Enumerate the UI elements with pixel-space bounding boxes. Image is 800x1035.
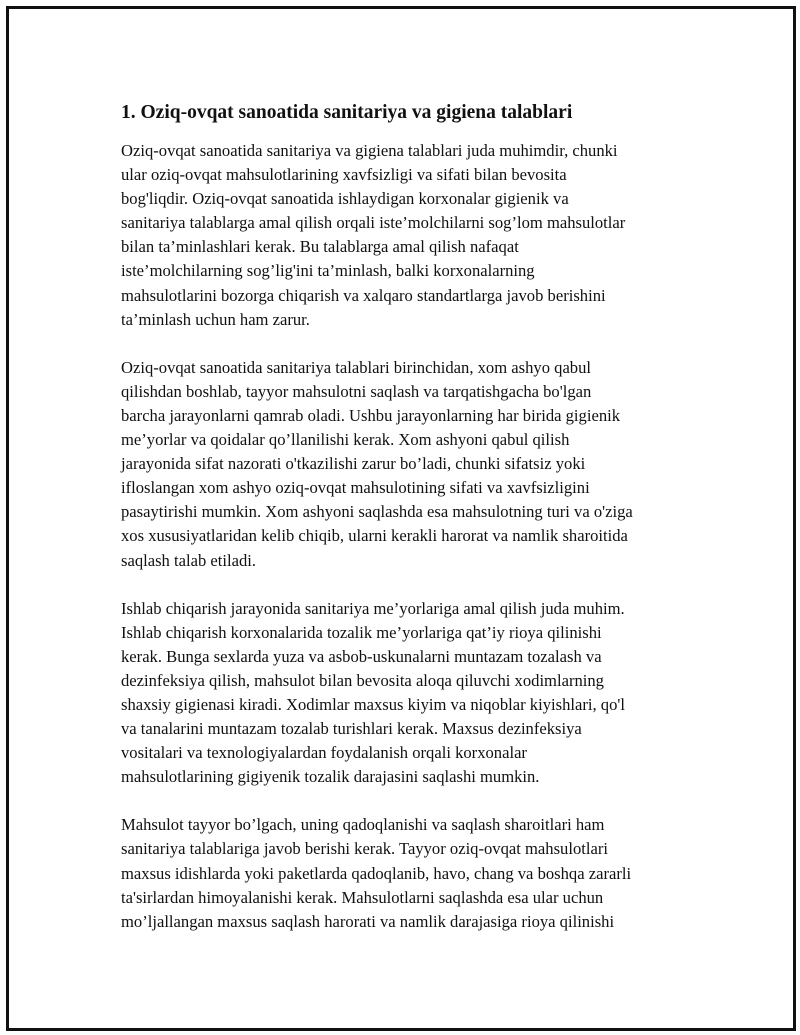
text-line: mahsulotlarini bozorga chiqarish va xalqaro standartlarga javob berishini (121, 285, 606, 305)
text-line: ta'sirlardan himoyalanishi kerak. Mahsulotlarni saqlashda esa ular uchun (121, 887, 604, 907)
text-line: me’yorlar va qoidalar qo’llanilishi kerak. Xom ashyoni qabul qilish (121, 430, 570, 450)
text-line: ta’minlash uchun ham zarur. (121, 309, 310, 329)
text-line: maxsus idishlarda yoki paketlarda qadoqlanib, havo, chang va boshqa zararli (121, 863, 632, 883)
text-line: ular oziq-ovqat mahsulotlarining xavfsizligi va sifati bilan bevosita (121, 165, 567, 185)
text-line: Ishlab chiqarish korxonalarida tozalik me’yorlariga qat’iy rioya qilinishi (121, 622, 602, 642)
text-line: Oziq-ovqat sanoatida sanitariya talablari birinchidan, xom ashyo qabul (121, 357, 592, 377)
text-line: iste’molchilarning sog’lig'ini ta’minlash, balki korxonalarning (121, 261, 535, 281)
text-line: dezinfeksiya qilish, mahsulot bilan bevosita aloqa qiluvchi xodimlarning (121, 670, 604, 690)
text-line: mahsulotlarining gigiyenik tozalik darajasini saqlashi mumkin. (121, 767, 540, 787)
text-line: saqlash talab etiladi. (121, 550, 257, 570)
paragraph-3 (121, 597, 701, 790)
paragraph-4 (121, 813, 701, 933)
text-line: shaxsiy gigienasi kiradi. Xodimlar maxsus kiyim va niqoblar kiyishlari, qo'l (121, 694, 625, 714)
section-heading: 1. Oziq-ovqat sanoatida sanitariya va gigiena talablari (121, 102, 573, 123)
page-frame (6, 6, 796, 1031)
text-line: kerak. Bunga sexlarda yuza va asbob-uskunalarni muntazam tozalash va (121, 646, 602, 666)
text-line: sanitariya talablarga amal qilish orqali iste’molchilarni sog’lom mahsulotlar (121, 213, 626, 233)
text-line: sanitariya talablariga javob berishi kerak. Tayyor oziq-ovqat mahsulotlari (121, 839, 608, 859)
text-line: bilan ta’minlashlari kerak. Bu talablarga amal qilish nafaqat (121, 237, 519, 257)
document-body (121, 101, 701, 958)
text-line: vositalari va texnologiyalardan foydalanish orqali korxonalar (121, 743, 527, 763)
paragraph-1 (121, 139, 701, 332)
text-line: qilishdan boshlab, tayyor mahsulotni saqlash va tarqatishgacha bo'lgan (121, 381, 592, 401)
text-line: pasaytirishi mumkin. Xom ashyoni saqlashda esa mahsulotning turi va o'ziga (121, 502, 633, 522)
text-line: ifloslangan xom ashyo oziq-ovqat mahsulotining sifati va xavfsizligini (121, 478, 590, 498)
text-line: Ishlab chiqarish jarayonida sanitariya me’yorlariga amal qilish juda muhim. (121, 598, 625, 618)
text-line: va tanalarini muntazam tozalab turishlari kerak. Maxsus dezinfeksiya (121, 719, 582, 739)
text-line: Mahsulot tayyor bo’lgach, uning qadoqlanishi va saqlash sharoitlari ham (121, 815, 605, 835)
text-line: Oziq-ovqat sanoatida sanitariya va gigiena talablari juda muhimdir, chunki (121, 141, 618, 160)
text-line: bog'liqdir. Oziq-ovqat sanoatida ishlaydigan korxonalar gigienik va (121, 189, 569, 209)
text-line: mo’ljallangan maxsus saqlash harorati va namlik darajasiga rioya qilinishi (121, 911, 615, 931)
text-line: barcha jarayonlarni qamrab oladi. Ushbu jarayonlarning har birida gigienik (121, 405, 621, 425)
text-line: jarayonida sifat nazorati o'tkazilishi zarur bo’ladi, chunki sifatsiz yoki (121, 454, 586, 474)
text-line: xos xususiyatlaridan kelib chiqib, ularni kerakli harorat va namlik sharoitida (121, 526, 628, 546)
paragraph-2 (121, 356, 701, 573)
